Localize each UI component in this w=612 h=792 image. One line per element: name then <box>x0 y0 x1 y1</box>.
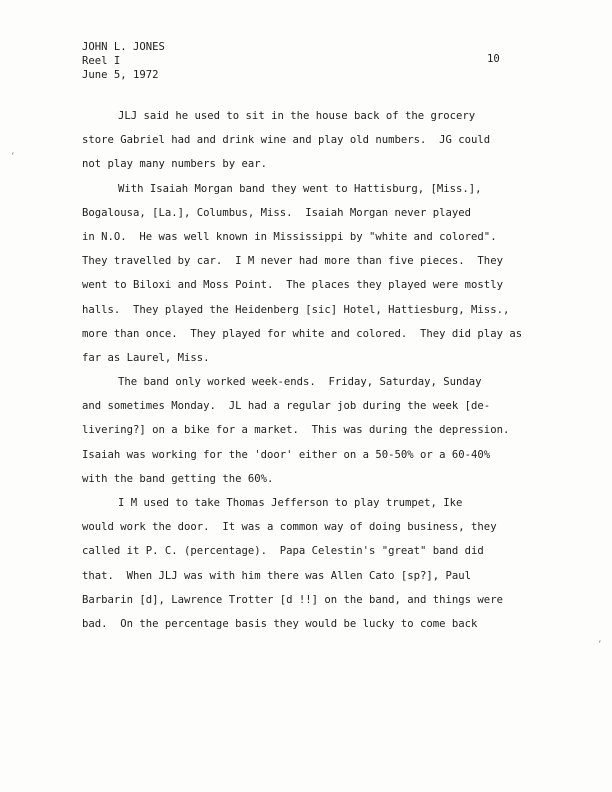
transcript-line: that. When JLJ was with him there was Allen Cato [sp?], Paul <box>82 569 472 582</box>
transcript-line: Barbarin [d], Lawrence Trotter [d !!] on the band, and things were <box>82 593 503 606</box>
transcript-line: more than once. They played for white and colored. They did play as <box>82 327 523 340</box>
transcript-line: With Isaiah Morgan band they went to Hattisburg, [Miss.], <box>118 182 482 195</box>
transcript-line: went to Biloxi and Moss Point. The places they played were mostly <box>82 279 503 292</box>
transcript-line: in N.O. He was well known in Mississippi by "white and colored". <box>82 230 497 243</box>
document-header <box>82 40 165 82</box>
transcript-line: The band only worked week-ends. Friday, Saturday, Sunday <box>118 376 482 389</box>
transcript-line: with the band getting the 60%. <box>82 472 274 485</box>
transcript-line: JLJ said he used to sit in the house back of the grocery <box>118 110 476 122</box>
transcript-line: They travelled by car. I M never had more than five pieces. They <box>82 255 503 268</box>
transcript-line: far as Laurel, Miss. <box>82 351 210 364</box>
transcript-line: livering?] on a bike for a market. This was during the depression. <box>82 424 510 437</box>
transcript-line: called it P. C. (percentage). Papa Celestin's "great" band did <box>82 545 484 558</box>
page-number: 10 <box>487 53 500 65</box>
transcript-line: store Gabriel had and drink wine and play old numbers. JG could <box>82 134 491 147</box>
transcript-line: halls. They played the Heidenberg [sic] Hotel, Hattiesburg, Miss., <box>82 303 510 316</box>
transcript-line: Isaiah was working for the 'door' either on a 50-50% or a 60-40% <box>82 448 491 461</box>
transcript-line: not play many numbers by ear. <box>82 158 267 171</box>
scan-mark: ‘ <box>597 640 603 650</box>
transcript-line: would work the door. It was a common way of doing business, they <box>82 521 497 534</box>
transcript-line: bad. On the percentage basis they would be lucky to come back <box>82 617 478 630</box>
interviewee-name: JOHN L. JONES <box>82 41 165 53</box>
interview-date: June 5, 1972 <box>82 69 159 81</box>
transcript-line: Bogalousa, [La.], Columbus, Miss. Isaiah Morgan never played <box>82 206 472 219</box>
transcript-body <box>82 104 582 636</box>
transcript-line: I M used to take Thomas Jefferson to play trumpet, Ike <box>118 497 463 509</box>
transcript-line: and sometimes Monday. JL had a regular job during the week [de- <box>82 400 491 413</box>
reel-label: Reel I <box>82 55 121 67</box>
scan-mark: ‘ <box>10 152 16 162</box>
